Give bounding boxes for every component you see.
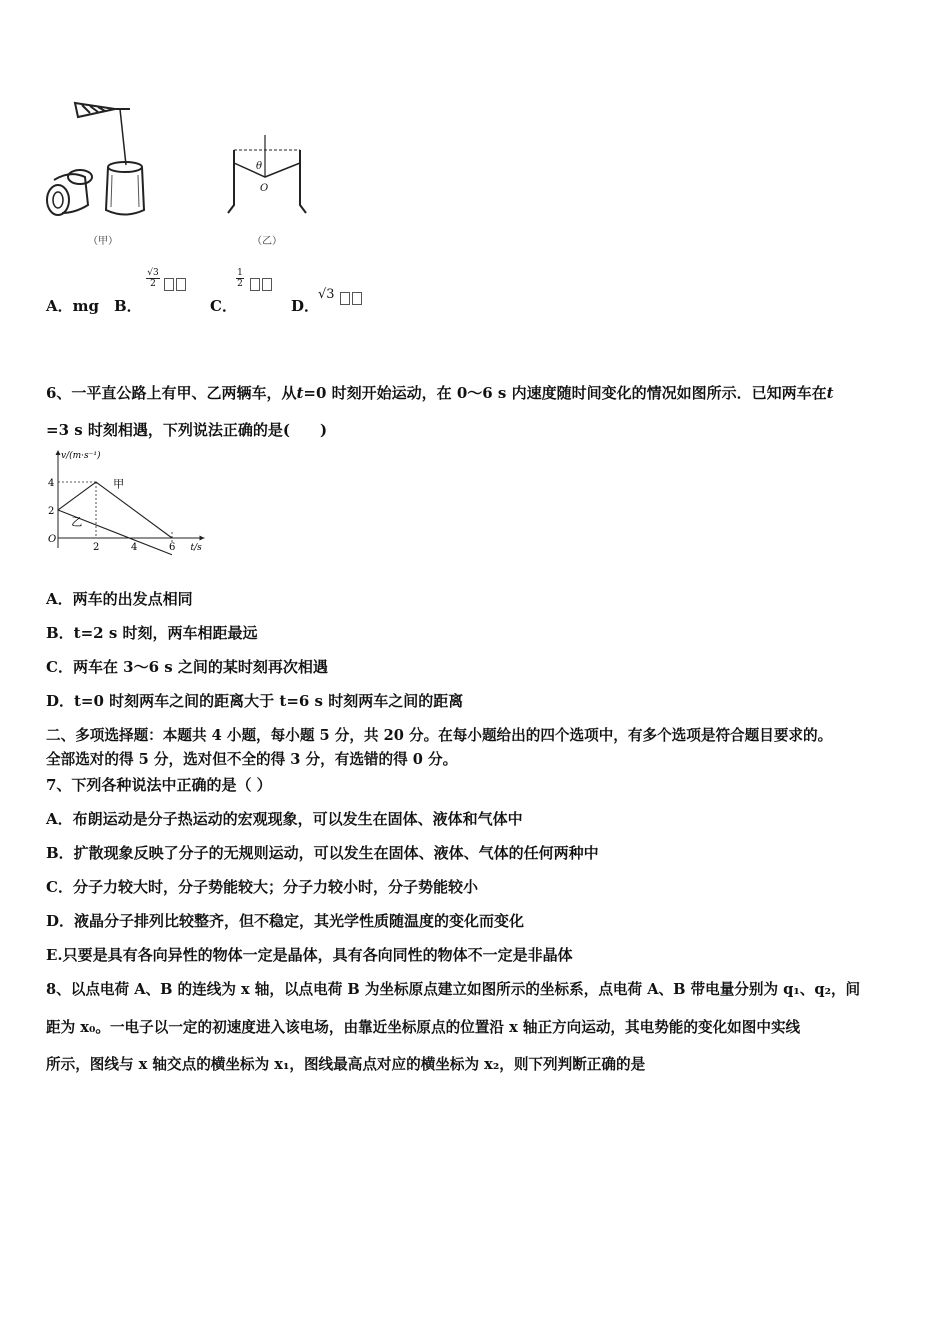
figure-jia <box>40 95 160 230</box>
q5-option-b-denominator: 2 <box>150 279 156 289</box>
q8-line1: 8、以点电荷 A、B 的连线为 x 轴，以点电荷 B 为坐标原点建立如图所示的坐标系，点电荷 A、B 带电量分别为 q₁、q₂，间 <box>46 981 861 998</box>
q6-stem-line1 <box>46 382 834 403</box>
q6-stem-line2: =3 s 时刻相遇，下列说法正确的是( ) <box>46 421 328 439</box>
q6-option-a: A．两车的出发点相同 <box>46 590 193 608</box>
theta-label: θ <box>256 161 263 172</box>
q7-option-d: D．液晶分子排列比较整齐，但不稳定，其光学性质随温度的变化而变化 <box>46 912 525 930</box>
figure-yi-drawing <box>220 135 310 220</box>
series-label-jia: 甲 <box>113 477 125 491</box>
q7-option-b: B．扩散现象反映了分子的无规则运动，可以发生在固体、液体、气体的任何两种中 <box>46 844 599 862</box>
x-tick-label-4: 4 <box>131 542 138 553</box>
x-tick-label-6: 6 <box>169 542 176 553</box>
q5-option-d: D． <box>291 297 320 315</box>
vt-chart <box>44 448 214 560</box>
origin-label: O <box>48 534 57 545</box>
q6-stem-part1: 6、一平直公路上有甲、乙两辆车，从 <box>46 384 297 402</box>
series-label-yi: 乙 <box>71 515 83 529</box>
x-tick-label-2: 2 <box>93 542 100 553</box>
vt-chart-svg <box>44 448 214 560</box>
q5-option-b-missing-glyphs <box>162 274 186 293</box>
q6-option-d: D．t=0 时刻两车之间的距离大于 t=6 s 时刻两车之间的距离 <box>46 692 464 710</box>
q8-line2: 距为 x₀。一电子以一定的初速度进入该电场，由靠近坐标原点的位置沿 x 轴正方向运动，其电势能的变化如图中实线 <box>46 1019 801 1036</box>
section2-line2: 全部选对的得 5 分，选对但不全的得 3 分，有选错的得 0 分。 <box>46 751 458 768</box>
y-tick-label-2: 2 <box>48 506 55 517</box>
q5-option-c-numerator: 1 <box>237 268 243 278</box>
q6-option-b: B．t=2 s 时刻，两车相距最远 <box>46 624 258 642</box>
q5-option-b: B． <box>114 297 142 315</box>
q7-stem: 7、下列各种说法中正确的是（ ） <box>46 776 272 794</box>
q5-option-d-value: √3 <box>318 287 335 302</box>
y-axis-label: v/(m·s⁻¹) <box>61 451 101 461</box>
figure-yi-label: （乙） <box>252 236 282 247</box>
q5-option-c: C． <box>210 297 237 315</box>
section2-line1: 二、多项选择题：本题共 4 小题，每小题 5 分，共 20 分。在每小题给出的四个选项中，有多个选项是符合题目要求的。 <box>46 727 833 744</box>
q5-option-a: A．mg <box>46 297 99 315</box>
q5-option-d-missing-glyphs <box>338 288 362 307</box>
figure-jia-drawing <box>40 95 160 230</box>
q7-option-e: E.只要是具有各向异性的物体一定是晶体，具有各向同性的物体不一定是非晶体 <box>46 946 573 964</box>
figure-yi <box>220 135 310 220</box>
q5-option-c-missing-glyphs <box>248 274 272 293</box>
figure-jia-label: （甲） <box>88 236 118 247</box>
q5-option-b-numerator: √3 <box>147 268 159 278</box>
q6-stem-part2: =0 时刻开始运动，在 0～6 s 内速度随时间变化的情况如图所示．已知两车在 <box>303 384 827 402</box>
q5-option-c-fraction <box>236 268 244 289</box>
q6-option-c: C．两车在 3～6 s 之间的某时刻再次相遇 <box>46 658 328 676</box>
q7-option-c: C．分子力较大时，分子势能较大；分子力较小时，分子势能较小 <box>46 878 478 896</box>
q7-option-a: A．布朗运动是分子热运动的宏观现象，可以发生在固体、液体和气体中 <box>46 810 523 828</box>
point-o-label: O <box>260 183 269 194</box>
y-tick-label-4: 4 <box>48 478 55 489</box>
x-axis-arrow <box>200 536 205 541</box>
x-axis-label: t/s <box>190 543 202 553</box>
q6-stem-t2: t <box>826 384 834 402</box>
q6-stem-t: t <box>296 384 304 402</box>
q5-option-c-denominator: 2 <box>237 279 243 289</box>
q5-option-b-fraction <box>146 268 160 289</box>
y-axis-arrow <box>56 450 61 455</box>
q8-line3: 所示，图线与 x 轴交点的横坐标为 x₁，图线最高点对应的横坐标为 x₂，则下列判断正确的是 <box>46 1056 646 1073</box>
